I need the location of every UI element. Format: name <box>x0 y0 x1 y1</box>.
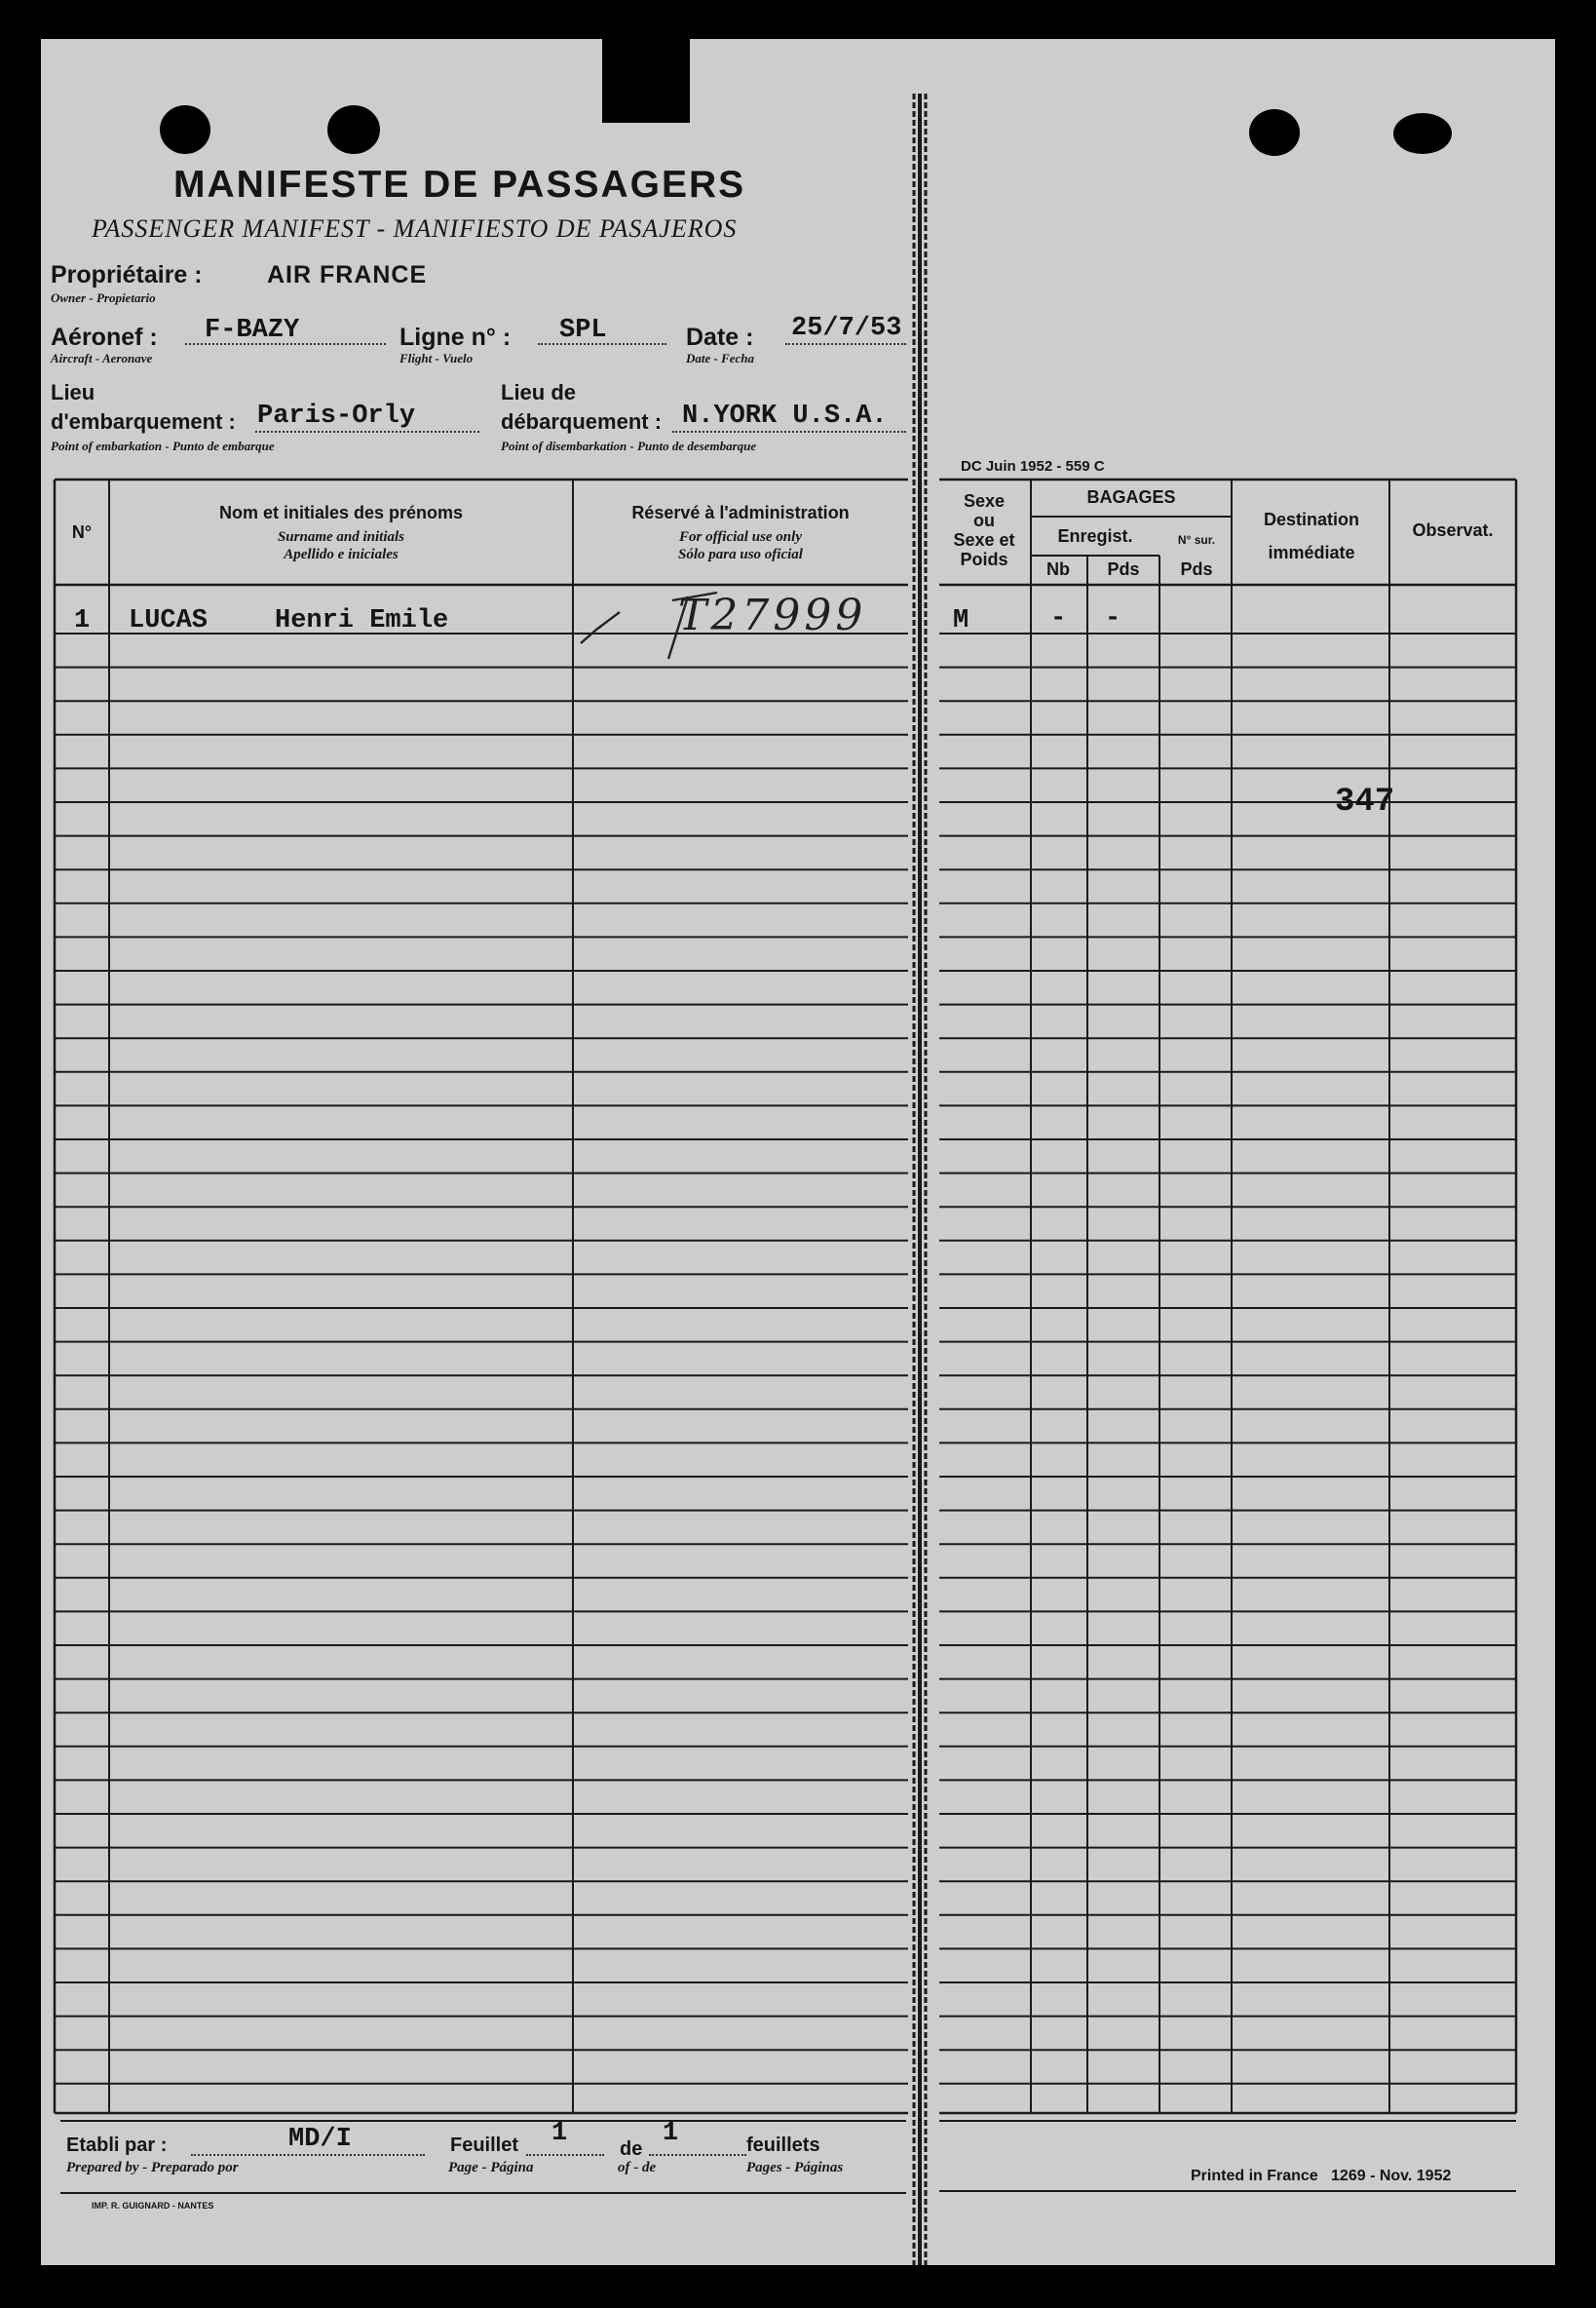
prepared-underline <box>191 2154 425 2156</box>
row-1-admin-note: T27999 <box>678 591 867 640</box>
printed-note: Printed in France 1269 - Nov. 1952 <box>1191 2168 1452 2184</box>
col-header-name-es: Apellido e iniciales <box>284 547 399 562</box>
of-label: de <box>620 2138 643 2160</box>
col-header-name: Nom et initiales des prénoms <box>218 503 464 522</box>
prepared-sub: Prepared by - Preparado por <box>66 2160 239 2175</box>
date-underline <box>785 343 906 345</box>
col-header-bagages: BAGAGES <box>1086 487 1176 507</box>
aircraft-value: F-BAZY <box>205 316 300 345</box>
col-header-pds2: Pds <box>1180 559 1213 579</box>
col-header-admin-es: Sólo para uso oficial <box>678 547 803 562</box>
sheet-underline <box>526 2154 604 2156</box>
col-header-sex-line1: Sexe <box>963 491 1006 511</box>
row-1-bag-nb: - <box>1050 604 1067 634</box>
row-1-surname: LUCAS <box>129 606 209 635</box>
flight-value: SPL <box>559 316 607 345</box>
embark-value: Paris-Orly <box>257 402 416 431</box>
col-header-name-en: Surname and initials <box>277 529 405 545</box>
date-label: Date : <box>686 324 754 351</box>
flight-label: Ligne n° : <box>399 324 512 351</box>
owner-value: AIR FRANCE <box>267 261 428 288</box>
disembark-sub: Point of disembarkation - Punto de desembarque <box>501 439 757 453</box>
sheets-label: feuillets <box>746 2135 820 2156</box>
col-header-admin: Réservé à l'administration <box>631 503 850 522</box>
of-value: 1 <box>663 2119 679 2148</box>
stamp-number: 347 <box>1335 784 1395 821</box>
col-header-destination <box>1234 503 1389 569</box>
col-header-enregist: Enregist. <box>1057 526 1133 546</box>
sheet-label: Feuillet <box>450 2135 519 2156</box>
disembark-value: N.YORK U.S.A. <box>682 402 888 431</box>
printer-imprint: IMP. R. GUIGNARD - NANTES <box>92 2201 214 2211</box>
disembark-label-line2: débarquement : <box>501 409 663 434</box>
col-header-sex-line4: Poids <box>960 550 1008 569</box>
col-header-nb: Nb <box>1046 559 1070 579</box>
sheet-value: 1 <box>551 2119 568 2148</box>
of-underline <box>649 2154 746 2156</box>
page-title: MANIFESTE DE PASSAGERS <box>173 164 746 206</box>
col-header-sex-line2: ou <box>973 511 995 530</box>
prepared-label: Etabli par : <box>66 2135 168 2156</box>
col-header-nsup: N° sur. <box>1177 533 1216 547</box>
col-header-sex-line3: Sexe et <box>953 530 1015 550</box>
aircraft-underline <box>185 343 386 345</box>
embark-underline <box>255 431 479 433</box>
col-header-destination-line1: Destination <box>1263 510 1359 529</box>
col-header-pds: Pds <box>1107 559 1140 579</box>
col-header-admin-en: For official use only <box>679 529 802 545</box>
page-sub: Page - Página <box>448 2160 534 2175</box>
date-value: 25/7/53 <box>791 314 902 343</box>
aircraft-label: Aéronef : <box>51 324 158 351</box>
form-code: DC Juin 1952 - 559 C <box>961 458 1105 475</box>
embark-sub: Point of embarkation - Punto de embarque <box>51 439 275 453</box>
prepared-value: MD/I <box>288 2125 352 2154</box>
page-subtitle: PASSENGER MANIFEST - MANIFIESTO DE PASAJEROS <box>92 214 738 243</box>
disembark-underline <box>672 431 906 433</box>
col-header-destination-line2: immédiate <box>1268 543 1355 562</box>
col-header-observations: Observat. <box>1412 520 1494 540</box>
embark-label-line1: Lieu <box>51 380 95 404</box>
col-header-no: N° <box>71 522 93 542</box>
owner-sub: Owner - Propietario <box>51 290 156 305</box>
row-1-sex: M <box>953 606 969 635</box>
of-sub: of - de <box>618 2160 657 2175</box>
flight-sub: Flight - Vuelo <box>399 351 474 365</box>
row-1-given: Henri Emile <box>275 606 449 635</box>
row-1-bag-pds: - <box>1105 604 1121 634</box>
row-1-no: 1 <box>74 606 91 635</box>
flight-underline <box>538 343 666 345</box>
owner-label: Propriétaire : <box>51 261 203 288</box>
pages-sub: Pages - Páginas <box>746 2160 844 2175</box>
col-header-sex <box>939 491 1029 569</box>
embark-label-line2: d'embarquement : <box>51 409 236 434</box>
disembark-label-line1: Lieu de <box>501 380 577 404</box>
aircraft-sub: Aircraft - Aeronave <box>51 351 153 365</box>
date-sub: Date - Fecha <box>686 351 755 365</box>
